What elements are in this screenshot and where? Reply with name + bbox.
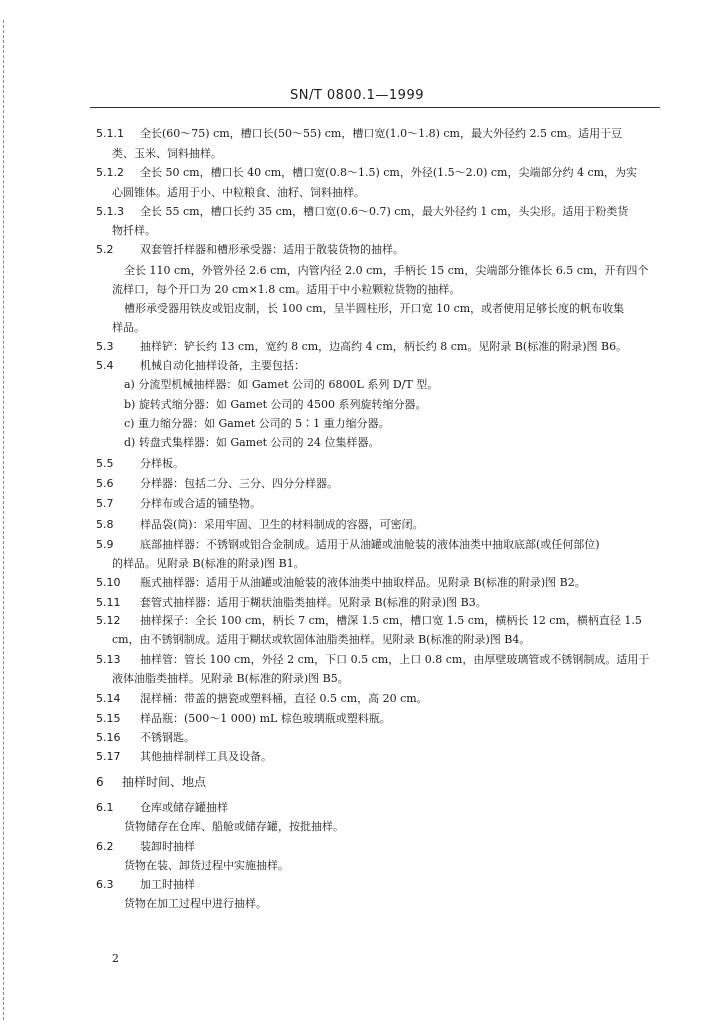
section-heading-number: 6 <box>96 775 104 789</box>
clause-number: 5.12 <box>96 614 121 627</box>
clause-text: 不锈钢匙。 <box>140 731 195 744</box>
clause-number: 5.3 <box>96 340 114 353</box>
clause-text: 抽样管：管长 100 cm，外径 2 cm，下口 0.5 cm，上口 0.8 cm，由厚壁玻璃管或不锈钢制成。适用于 <box>140 653 650 666</box>
clause-number: 5.17 <box>96 750 121 763</box>
clause-number: 5.10 <box>96 576 121 589</box>
subsection-title: 加工时抽样 <box>140 878 195 891</box>
clause-continuation: d) 转盘式集样器：如 Gamet 公司的 24 位集样器。 <box>124 436 380 449</box>
clause-continuation: 槽形承受器用铁皮或铝皮制，长 100 cm，呈半圆柱形，开口宽 10 cm，或者使用足够长度的帆布收集 <box>124 302 625 315</box>
clause-number: 5.13 <box>96 653 121 666</box>
clause-number: 5.5 <box>96 457 114 470</box>
standard-number-header: SN/T 0800.1—1999 <box>289 88 424 103</box>
clause-continuation: 液体油脂类抽样。见附录 B(标准的附录)图 B5。 <box>112 672 349 685</box>
section-heading-title: 抽样时间、地点 <box>122 775 207 789</box>
clause-text: 全长(60～75) cm，槽口长(50～55) cm，槽口宽(1.0～1.8) cm，最大外径约 2.5 cm。适用于豆 <box>140 127 623 140</box>
clause-text: 抽样铲：铲长约 13 cm，宽约 8 cm，边高约 4 cm，柄长约 8 cm。见附录 B(标准的附录)图 B6。 <box>140 340 628 353</box>
scan-margin-line <box>3 20 4 1020</box>
clause-number: 5.15 <box>96 712 121 725</box>
clause-number: 5.2 <box>96 243 114 256</box>
clause-text: 分样器：包括二分、三分、四分分样器。 <box>140 477 338 490</box>
clause-text: 套管式抽样器：适用于糊状油脂类抽样。见附录 B(标准的附录)图 B3。 <box>140 596 487 609</box>
clause-continuation: 全长 110 cm，外管外径 2.6 cm，内管内径 2.0 cm，手柄长 15 cm，尖端部分锥体长 6.5 cm，开有四个 <box>124 264 649 277</box>
page-number: 2 <box>112 952 119 965</box>
clause-number: 5.1.1 <box>96 127 124 140</box>
subsection-body: 货物在加工过程中进行抽样。 <box>124 897 267 910</box>
clause-text: 双套管扦样器和槽形承受器：适用于散装货物的抽样。 <box>140 243 404 256</box>
clause-continuation: 类、玉米、饲料抽样。 <box>112 147 222 160</box>
clause-continuation: c) 重力缩分器：如 Gamet 公司的 5∶1 重力缩分器。 <box>124 417 390 430</box>
subsection-number: 6.2 <box>96 840 114 853</box>
clause-text: 抽样探子：全长 100 cm，柄长 7 cm，槽深 1.5 cm，槽口宽 1.5 cm，横柄长 12 cm，横柄直径 1.5 <box>140 614 642 627</box>
clause-continuation: 的样品。见附录 B(标准的附录)图 B1。 <box>112 557 305 570</box>
clause-continuation: 样品。 <box>112 321 145 334</box>
subsection-title: 装卸时抽样 <box>140 840 195 853</box>
header-rule <box>90 107 660 108</box>
clause-continuation: cm，由不锈钢制成。适用于糊状或软固体油脂类抽样。见附录 B(标准的附录)图 B4。 <box>112 633 531 646</box>
subsection-number: 6.3 <box>96 878 114 891</box>
clause-number: 5.9 <box>96 538 114 551</box>
clause-text: 全长 50 cm，槽口长 40 cm，槽口宽(0.8～1.5) cm，外径(1.5～2.0) cm，尖端部分约 4 cm，为实 <box>140 166 638 179</box>
clause-number: 5.1.2 <box>96 166 124 179</box>
clause-continuation: b) 旋转式缩分器：如 Gamet 公司的 4500 系列旋转缩分器。 <box>124 398 427 411</box>
clause-text: 样品瓶：(500～1 000) mL 棕色玻璃瓶或塑料瓶。 <box>140 712 391 725</box>
clause-text: 全长 55 cm，槽口长约 35 cm，槽口宽(0.6～0.7) cm，最大外径约 1 cm，头尖形。适用于粉类货 <box>140 205 629 218</box>
clause-number: 5.16 <box>96 731 121 744</box>
clause-number: 5.4 <box>96 359 114 372</box>
clause-number: 5.8 <box>96 518 114 531</box>
subsection-body: 货物在装、卸货过程中实施抽样。 <box>124 859 289 872</box>
clause-text: 其他抽样制样工具及设备。 <box>140 750 272 763</box>
clause-text: 分样布或合适的铺垫物。 <box>140 497 261 510</box>
clause-number: 5.1.3 <box>96 205 124 218</box>
clause-text: 分样板。 <box>140 457 184 470</box>
clause-number: 5.7 <box>96 497 114 510</box>
clause-text: 样品袋(筒)：采用牢固、卫生的材料制成的容器，可密闭。 <box>140 518 424 531</box>
clause-text: 混样桶：带盖的搪瓷或塑料桶，直径 0.5 cm，高 20 cm。 <box>140 692 428 705</box>
clause-continuation: 心圆锥体。适用于小、中粒粮食、油籽、饲料抽样。 <box>112 186 365 199</box>
clause-continuation: a) 分流型机械抽样器：如 Gamet 公司的 6800L 系列 D/T 型。 <box>124 378 439 391</box>
clause-number: 5.14 <box>96 692 121 705</box>
clause-continuation: 物扦样。 <box>112 224 156 237</box>
clause-number: 5.6 <box>96 477 114 490</box>
clause-text: 瓶式抽样器：适用于从油罐或油舱装的液体油类中抽取样品。见附录 B(标准的附录)图 B2。 <box>140 576 586 589</box>
clause-number: 5.11 <box>96 596 121 609</box>
subsection-title: 仓库或储存罐抽样 <box>140 801 228 814</box>
subsection-number: 6.1 <box>96 801 114 814</box>
clause-continuation: 流样口，每个开口为 20 cm×1.8 cm。适用于中小粒颗粒货物的抽样。 <box>112 283 461 296</box>
clause-text: 机械自动化抽样设备，主要包括： <box>140 359 305 372</box>
subsection-body: 货物储存在仓库、船舱或储存罐，按批抽样。 <box>124 820 344 833</box>
clause-text: 底部抽样器：不锈钢或铝合金制成。适用于从油罐或油舱装的液体油类中抽取底部(或任何部位) <box>140 538 600 551</box>
